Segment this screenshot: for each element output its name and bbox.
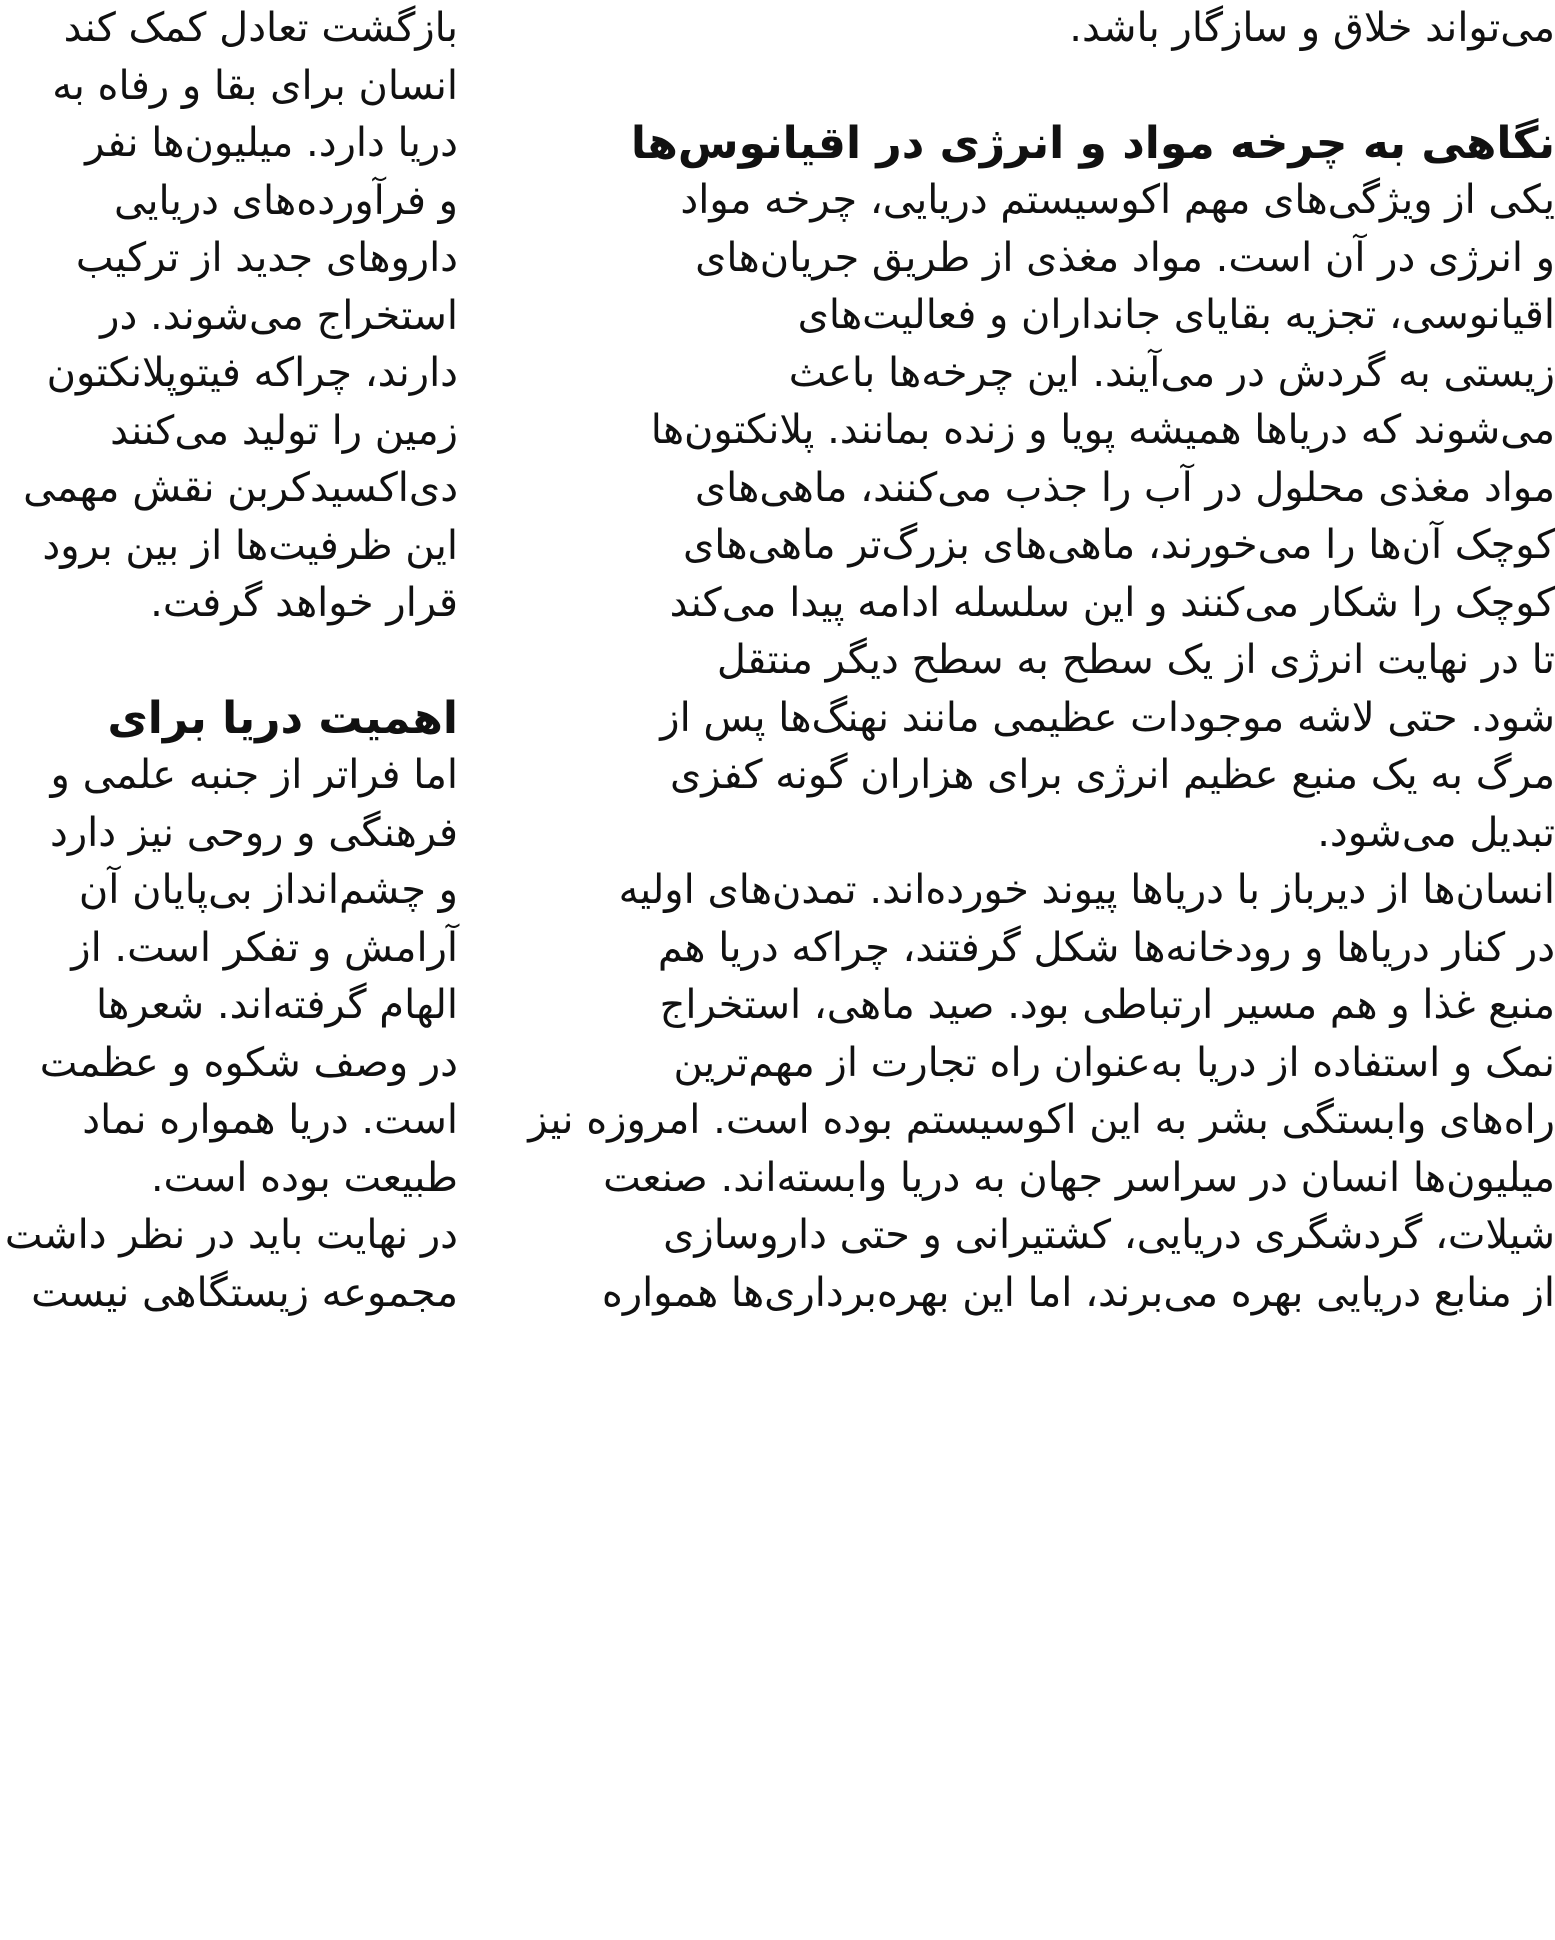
spacer [0,633,458,690]
text-line: قرار خواهد گرفت. [150,580,458,626]
text-line: الهام گرفته‌اند. شعرها [96,982,458,1028]
text-line: شود. حتی لاشه موجودات عظیمی مانند نهنگ‌ها پس از [660,694,1555,741]
text-line: این ظرفیت‌ها از بین برود [42,522,458,569]
text-line: میلیون‌ها انسان در سراسر جهان به دریا وابسته‌اند. صنعت [603,1154,1555,1201]
text-line: انسان‌ها از دیرباز با دریاها پیوند خورده‌اند. تمدن‌های اولیه [618,867,1555,913]
text-line: دارند، چراکه فیتوپلانکتون [46,350,458,396]
text-line: استخراج می‌شوند. در [100,292,458,339]
text-line: در نهایت باید در نظر داشت [4,1212,458,1258]
text-line: یکی از ویژگی‌های مهم اکوسیستم دریایی، چرخه مواد [680,177,1555,223]
text-line: کوچک آن‌ها را می‌خورند، ماهی‌های بزرگ‌تر ماهی‌های [682,522,1555,568]
spacer [545,58,1555,115]
text-line: در وصف شکوه و عظمت [39,1039,458,1086]
text-line: داروهای جدید از ترکیب [75,235,458,281]
text-line: زیستی به گردش در می‌آیند. این چرخه‌ها باعث [788,349,1555,396]
text-line: طبیعت بوده است. [150,1154,458,1201]
text-line: اما فراتر از جنبه علمی و [50,752,458,798]
left-paragraph-2 [0,747,458,1207]
text-line: اقیانوسی، تجزیه بقایای جانداران و فعالیت‌های [797,292,1555,338]
section-heading: نگاهی به چرخه مواد و انرژی در اقیانوس‌ها [630,117,1555,169]
text-line: شیلات، گردشگری دریایی، کشتیرانی و حتی داروسازی [663,1212,1555,1258]
right-paragraph-2 [528,862,1555,1322]
left-paragraph-1 [0,0,458,633]
text-line: مجموعه زیستگاهی نیست [31,1269,458,1316]
text-line: منبع غذا و هم مسیر ارتباطی بود. صید ماهی، استخراج [659,982,1555,1028]
text-line: زمین را تولید می‌کنند [110,407,458,454]
text-line: فرهنگی و روحی نیز دارد [50,809,458,856]
text-line: در کنار دریاها و رودخانه‌ها شکل گرفتند، چراکه دریا هم [657,924,1555,971]
left-paragraph-3 [0,1207,458,1322]
text-line: از منابع دریایی بهره می‌برند، اما این بهره‌برداری‌ها همواره [601,1269,1555,1316]
text-line: تا در نهایت انرژی از یک سطح به سطح دیگر منتقل [716,637,1555,683]
left-column [0,0,458,1940]
text-line: کوچک را شکار می‌کنند و این سلسله ادامه پیدا می‌کند [669,579,1555,626]
text-line: و چشم‌انداز بی‌پایان آن [78,867,458,913]
text-line: و فرآورده‌های دریایی [114,177,458,224]
section-heading: اهمیت دریا برای [107,692,458,744]
text-line: مواد مغذی محلول در آب را جذب می‌کنند، ماهی‌های [694,464,1555,511]
text-line: انسان برای بقا و رفاه به [52,62,458,109]
right-column [528,0,1555,1940]
text-line: و انرژی در آن است. مواد مغذی از طریق جریان‌های [695,234,1555,281]
text-line: می‌شوند که دریاها همیشه پویا و زنده بمانند. پلانکتون‌ها [650,407,1555,453]
text-line: می‌تواند خلاق و سازگار باشد. [1069,5,1555,51]
text-line: دی‌اکسیدکربن نقش مهمی [23,465,458,511]
text-line: مرگ به یک منبع عظیم انرژی برای هزاران گونه کفزی [669,752,1555,798]
text-line: راه‌های وابستگی بشر به این اکوسیستم بوده است. امروزه نیز [528,1097,1555,1143]
text-line: تبدیل می‌شود. [1317,809,1555,856]
text-line: آرامش و تفکر است. از [71,924,458,971]
text-line: دریا دارد. میلیون‌ها نفر [85,120,458,166]
right-paragraph-1 [545,172,1555,862]
text-line: نمک و استفاده از دریا به‌عنوان راه تجارت از مهم‌ترین [673,1039,1555,1086]
text-line: است. دریا همواره نماد [82,1097,458,1143]
text-line: بازگشت تعادل کمک کند [63,5,458,51]
